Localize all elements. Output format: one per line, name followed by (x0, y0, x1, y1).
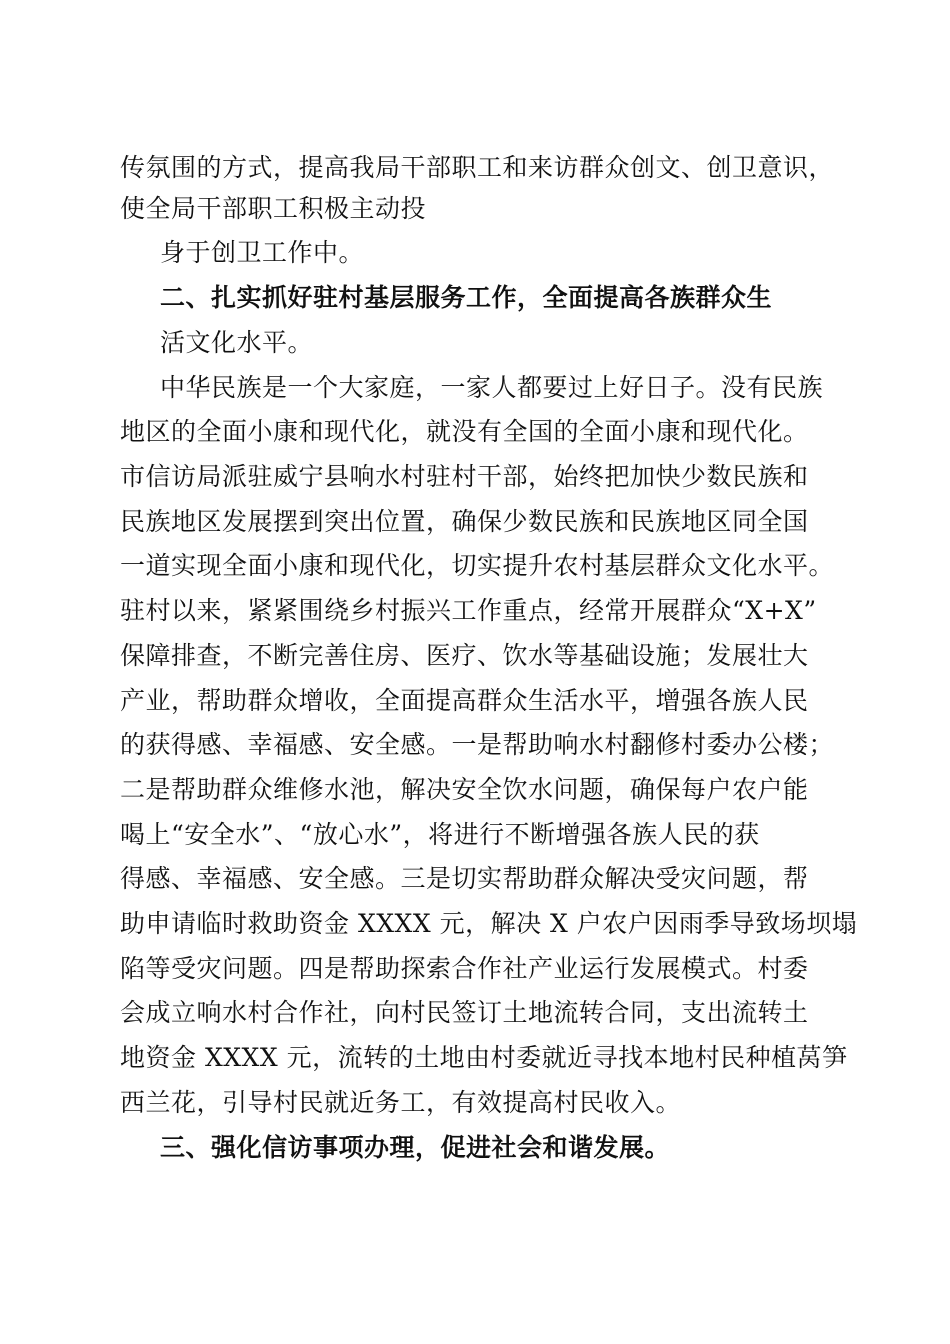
section-heading-2: 二、扎实抓好驻村基层服务工作，全面提高各族群众生 (160, 283, 773, 312)
body-line: 二是帮助群众维修水池，解决安全饮水问题，确保每户农户能 (120, 775, 809, 804)
section-heading-3: 三、强化信访事项办理，促进社会和谐发展。 (160, 1133, 671, 1162)
body-line: 民族地区发展摆到突出位置，确保少数民族和民族地区同全国 (120, 507, 809, 536)
body-line: 使全局干部职工积极主动投 (120, 194, 427, 223)
body-line: 身于创卫工作中。 (160, 238, 365, 267)
body-line: 会成立响水村合作社，向村民签订土地流转合同，支出流转土 (120, 998, 809, 1027)
body-line: 市信访局派驻威宁县响水村驻村干部，始终把加快少数民族和 (120, 462, 809, 491)
body-line: 产业，帮助群众增收，全面提高群众生活水平，增强各族人民 (120, 686, 809, 715)
body-line: 陷等受灾问题。四是帮助探索合作社产业运行发展模式。村委 (120, 954, 809, 983)
body-line: 喝上“安全水”、“放心水”，将进行不断增强各族人民的获 (120, 820, 760, 849)
body-line: 地区的全面小康和现代化，就没有全国的全面小康和现代化。 (120, 417, 809, 446)
body-line: 一道实现全面小康和现代化，切实提升农村基层群众文化水平。 (120, 551, 835, 580)
body-line: 西兰花，引导村民就近务工，有效提高村民收入。 (120, 1088, 682, 1117)
body-line: 得感、幸福感、安全感。三是切实帮助群众解决受灾问题，帮 (120, 864, 809, 893)
body-line: 保障排查，不断完善住房、医疗、饮水等基础设施；发展壮大 (120, 641, 809, 670)
body-line: 中华民族是一个大家庭，一家人都要过上好日子。没有民族 (160, 373, 824, 402)
body-line: 活文化水平。 (160, 328, 314, 357)
body-line: 的获得感、幸福感、安全感。一是帮助响水村翻修村委办公楼； (120, 730, 835, 759)
body-line: 地资金 XXXX 元，流转的土地由村委就近寻找本地村民种植莴笋 (120, 1043, 848, 1072)
body-line: 驻村以来，紧紧围绕乡村振兴工作重点，经常开展群众“X+X” (120, 596, 817, 625)
body-line: 助申请临时救助资金 XXXX 元，解决 X 户农户因雨季导致场坝塌 (120, 909, 858, 938)
body-line: 传氛围的方式，提高我局干部职工和来访群众创文、创卫意识， (120, 153, 835, 182)
